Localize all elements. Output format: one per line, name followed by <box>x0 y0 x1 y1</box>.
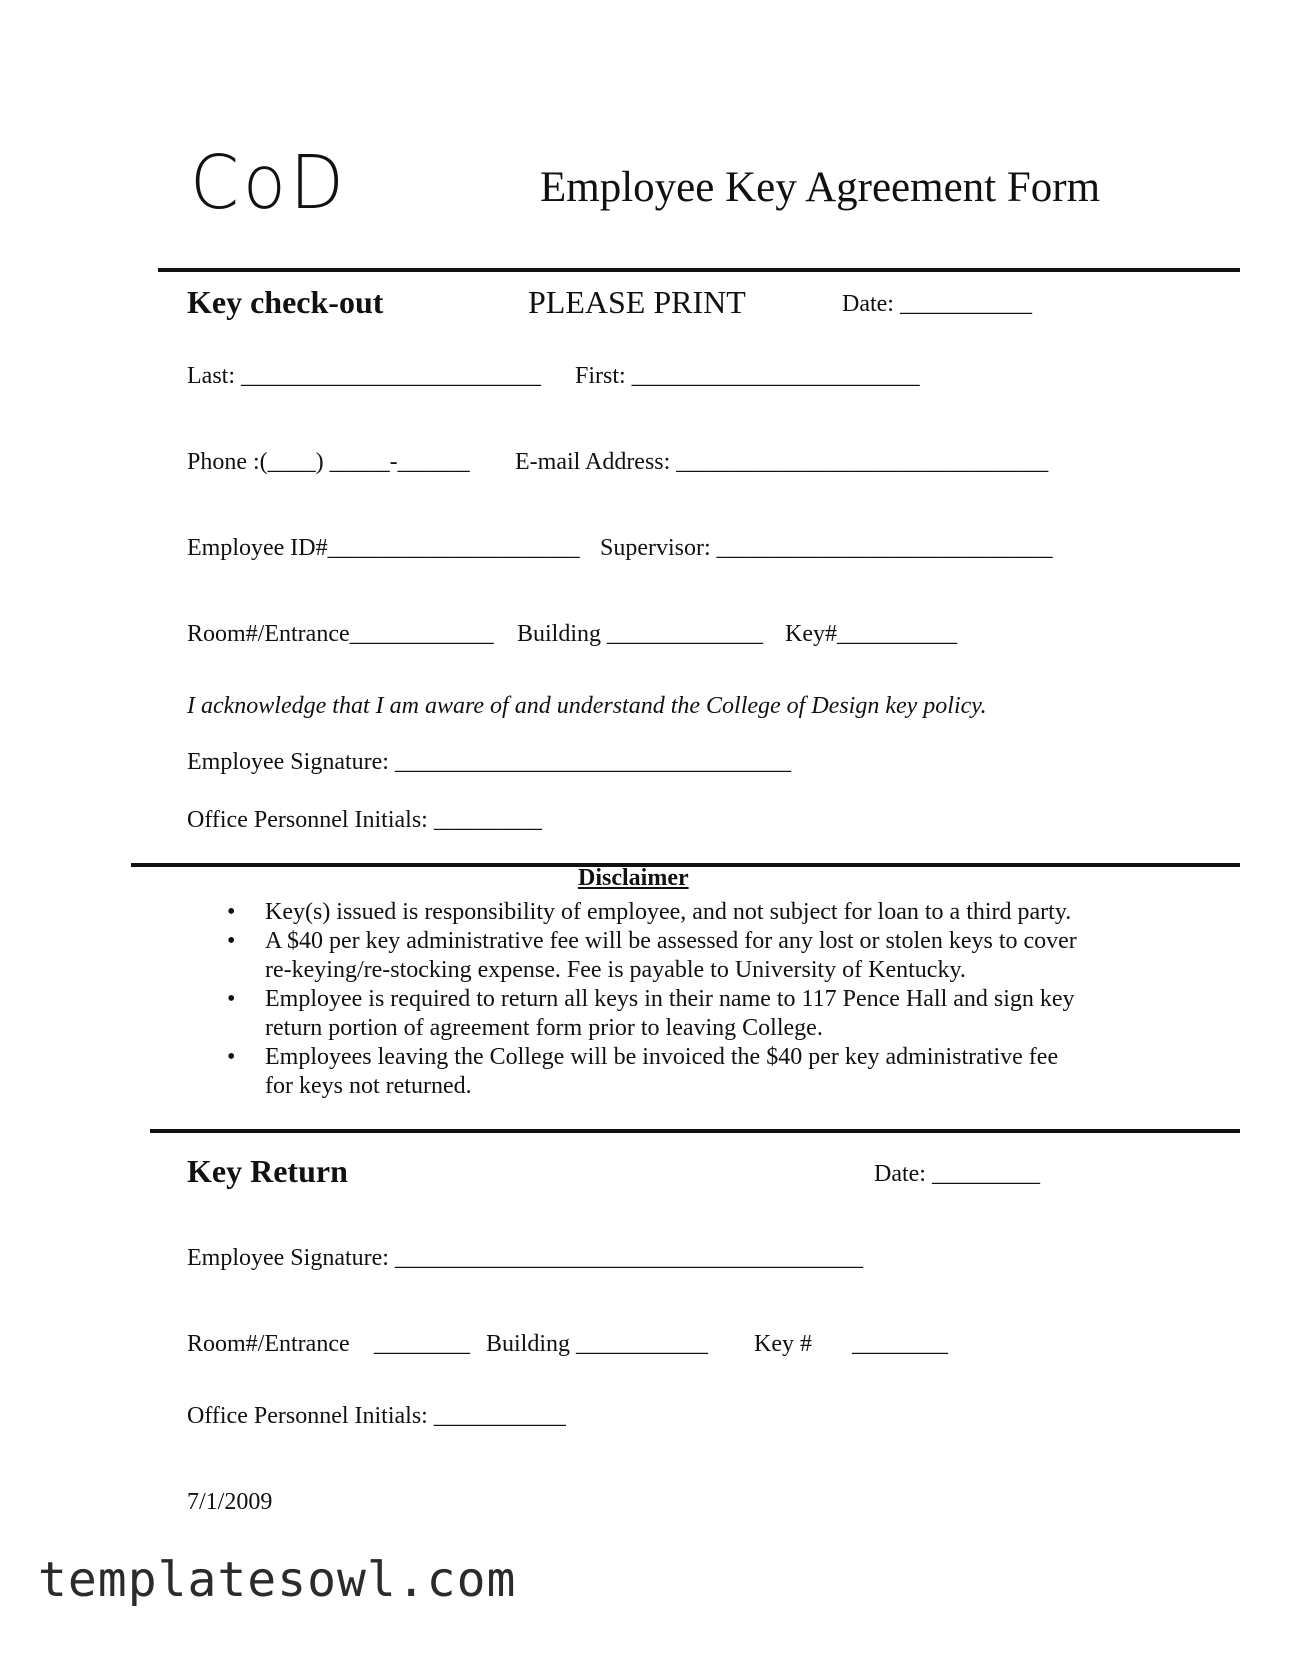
return-key-field[interactable]: ________ <box>852 1331 948 1357</box>
watermark: templatesowl.com <box>38 1552 517 1608</box>
checkout-date-field[interactable]: Date: ___________ <box>842 291 1032 317</box>
college-logo: CoD <box>190 140 348 226</box>
return-building-field[interactable]: Building ___________ <box>486 1331 709 1357</box>
return-signature-field[interactable]: Employee Signature: _______________________________________ <box>187 1245 863 1271</box>
key-return-heading: Key Return <box>187 1153 348 1189</box>
disclaimer-list <box>225 898 1085 1101</box>
return-date-field[interactable]: Date: _________ <box>874 1161 1040 1187</box>
disclaimer-item <box>225 898 1085 927</box>
return-top-divider <box>150 1129 1240 1133</box>
email-field[interactable]: E-mail Address: _______________________________ <box>515 449 1049 475</box>
return-room-label: Room#/Entrance <box>187 1331 350 1357</box>
top-divider <box>158 268 1240 272</box>
bullet-icon: • <box>227 1044 236 1070</box>
employee-id-field[interactable]: Employee ID#_____________________ <box>187 535 580 561</box>
bullet-icon: • <box>227 899 236 925</box>
return-initials-field[interactable]: Office Personnel Initials: ___________ <box>187 1403 566 1429</box>
disclaimer-item-text: A $40 per key administrative fee will be assessed for any lost or stolen keys to cover re-keying/re-stocking expense. Fee is payable to University of Kentucky. <box>265 928 1077 983</box>
building-field[interactable]: Building _____________ <box>517 621 764 647</box>
key-checkout-heading: Key check-out <box>187 284 384 320</box>
last-name-field[interactable]: Last: _________________________ <box>187 363 541 389</box>
supervisor-field[interactable]: Supervisor: ____________________________ <box>600 535 1053 561</box>
disclaimer-heading: Disclaimer <box>578 865 689 891</box>
bullet-icon: • <box>227 986 236 1012</box>
form-title: Employee Key Agreement Form <box>540 164 1101 211</box>
policy-acknowledgement: I acknowledge that I am aware of and understand the College of Design key policy. <box>187 693 987 719</box>
disclaimer-item-text: Employees leaving the College will be invoiced the $40 per key administrative fee for keys not returned. <box>265 1044 1059 1099</box>
employee-signature-field[interactable]: Employee Signature: _________________________________ <box>187 749 791 775</box>
room-entrance-field[interactable]: Room#/Entrance____________ <box>187 621 494 647</box>
disclaimer-item-text: Employee is required to return all keys in their name to 117 Pence Hall and sign key return portion of agreement form prior to leaving College. <box>265 986 1075 1041</box>
return-key-label: Key # <box>754 1331 812 1357</box>
phone-field[interactable]: Phone :(____) _____-______ <box>187 449 470 475</box>
office-initials-field[interactable]: Office Personnel Initials: _________ <box>187 807 542 833</box>
form-version-date: 7/1/2009 <box>187 1489 273 1515</box>
bullet-icon: • <box>227 928 236 954</box>
please-print-note: PLEASE PRINT <box>528 284 746 320</box>
return-room-field[interactable]: ________ <box>374 1331 470 1357</box>
disclaimer-item <box>225 927 1085 985</box>
key-number-field[interactable]: Key#__________ <box>785 621 957 647</box>
disclaimer-item <box>225 1043 1085 1101</box>
first-name-field[interactable]: First: ________________________ <box>575 363 920 389</box>
disclaimer-item-text: Key(s) issued is responsibility of employee, and not subject for loan to a third party. <box>265 899 1072 925</box>
disclaimer-item <box>225 985 1085 1043</box>
